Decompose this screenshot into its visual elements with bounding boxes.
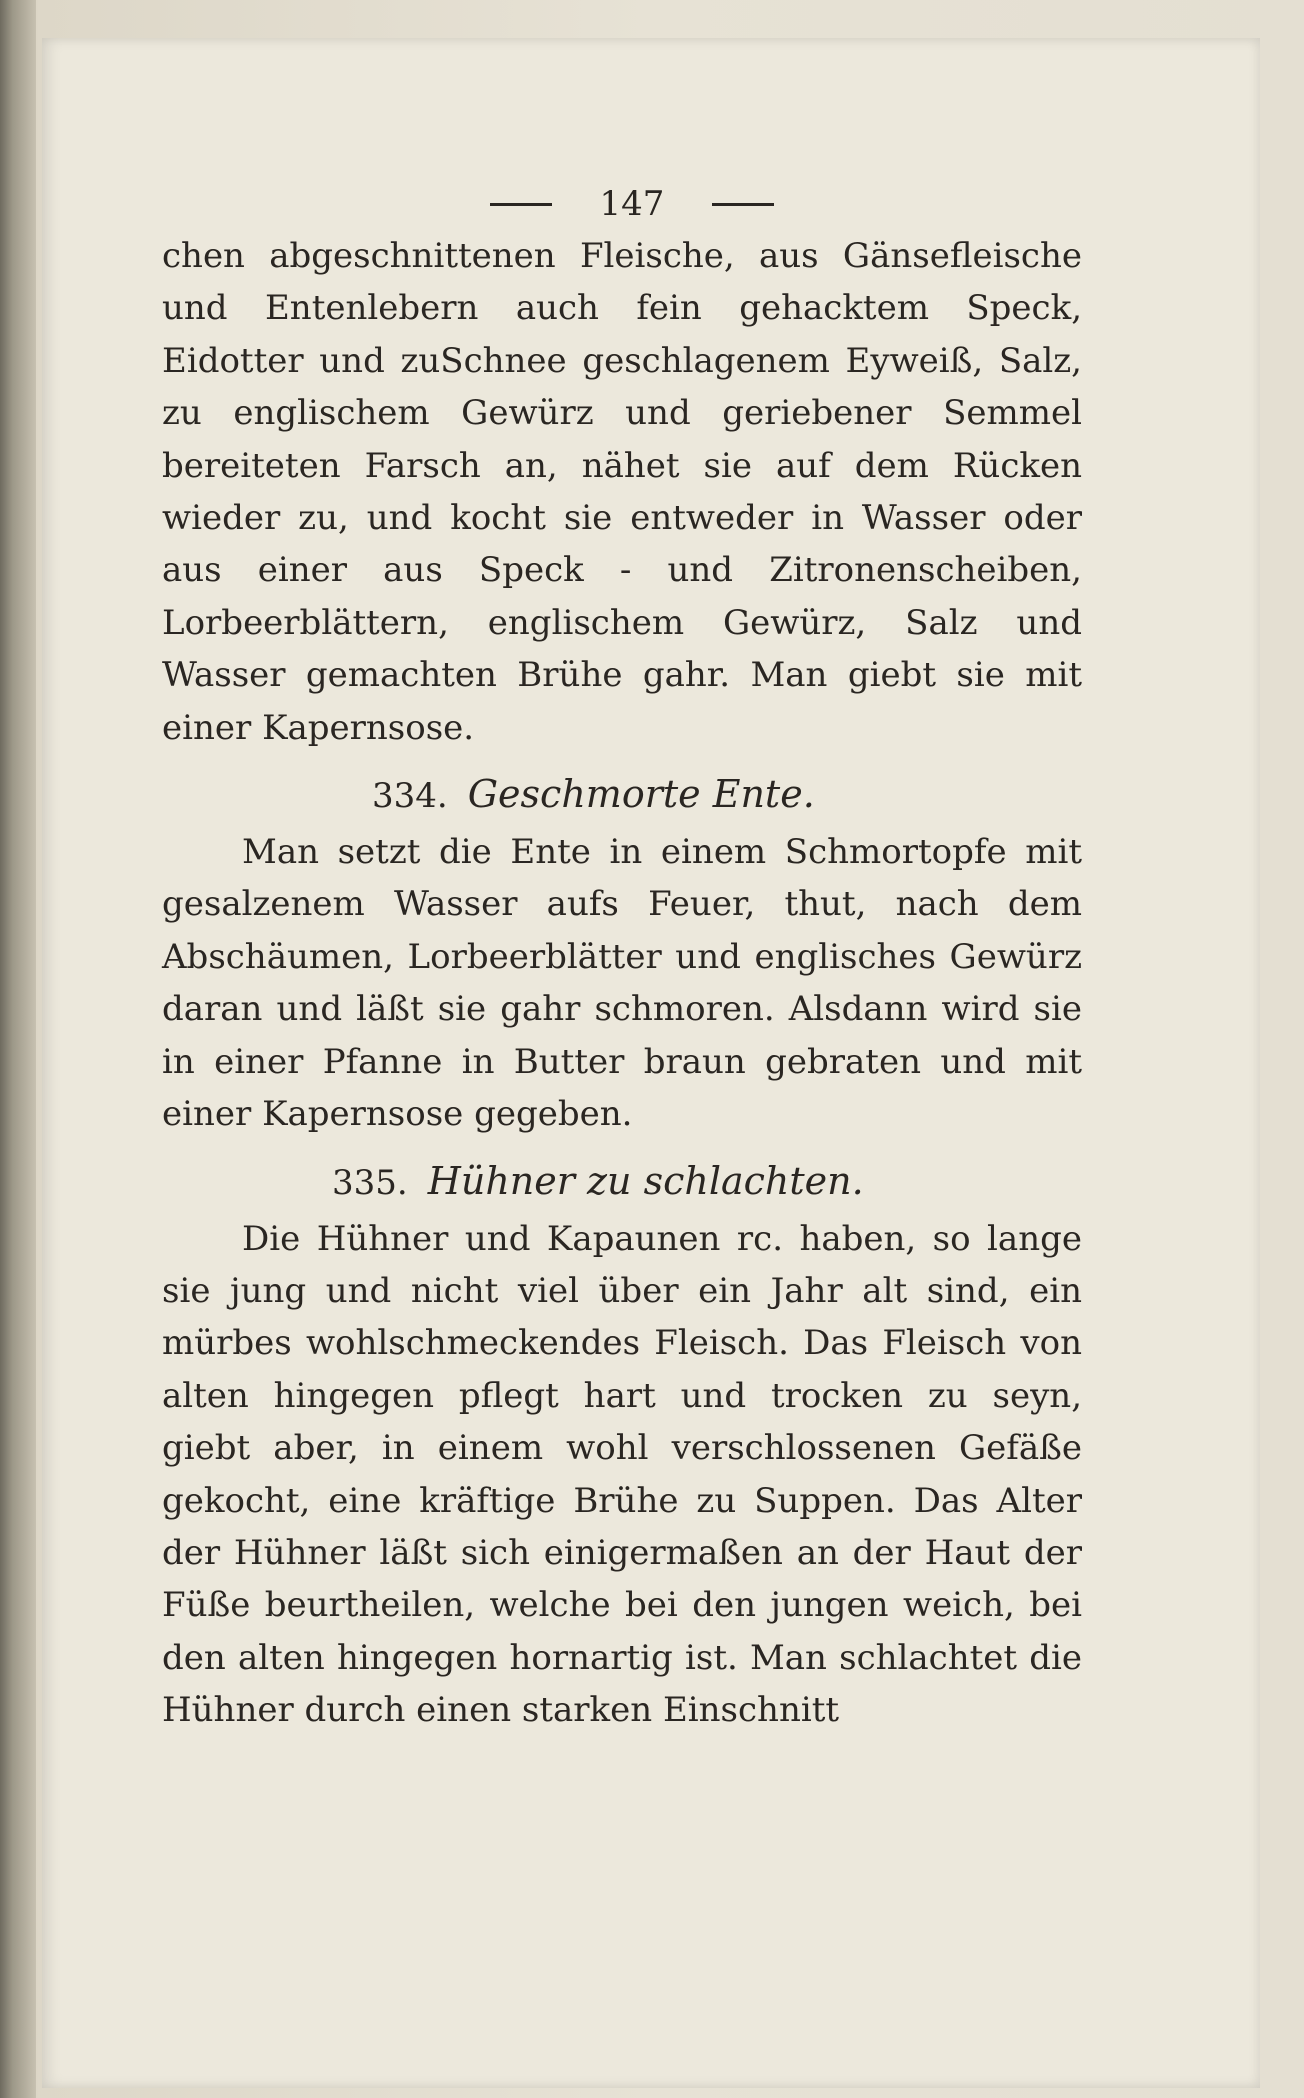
recipe-number: 335. (332, 1162, 408, 1203)
recipe-heading-335 (162, 1155, 1082, 1207)
recipe-paragraph-334: Man setzt die Ente in einem Schmortopfe mit gesalzenem Wasser aufs Feuer, thut, nach dem Abschäumen, Lorbeerblätter und englisches Gewürz daran und läßt sie gahr schmoren. Alsdann wird sie in einer Pfanne in Butter braun gebraten und mit einer Kapernsose gegeben. (162, 832, 1082, 1135)
book-page (42, 38, 1260, 2088)
recipe-title: Geschmorte Ente. (467, 772, 815, 817)
recipe-number: 334. (372, 776, 448, 817)
page-number: 147 (599, 183, 665, 224)
adjacent-page-edge (0, 0, 36, 2098)
recipe-title: Hühner zu schlachten. (427, 1158, 864, 1203)
page-header (182, 178, 1082, 230)
continuation-paragraph: chen abgeschnittenen Fleische, aus Gänsefleische und Entenlebern auch fein gehacktem Speck, Eidotter und zuSchnee geschlagenem Eyweiß, Salz, zu englischem Gewürz und geriebener Semmel bereiteten Farsch an, nähet sie auf dem Rücken wieder zu, und kocht sie entweder in Wasser oder aus einer aus Speck - und Zitronenscheiben, Lorbeerblättern, englischem Gewürz, Salz und Wasser gemachten Brühe gahr. Man giebt sie mit einer Kapernsose. (162, 236, 1082, 748)
recipe-heading-334 (162, 768, 1082, 820)
header-rule-right (712, 203, 774, 206)
page-text (162, 178, 1082, 1737)
recipe-paragraph-335: Die Hühner und Kapaunen rc. haben, so lange sie jung und nicht viel über ein Jahr alt sind, ein mürbes wohlschmeckendes Fleisch. Das Fleisch von alten hingegen pflegt hart und trocken zu seyn, giebt aber, in einem wohl verschlossenen Gefäße gekocht, eine kräftige Brühe zu Suppen. Das Alter der Hühner läßt sich einigermaßen an der Haut der Füße beurtheilen, welche bei den jungen weich, bei den alten hingegen hornartig ist. Man schlachtet die Hühner durch einen starken Einschnitt (162, 1218, 1082, 1731)
header-rule-left (490, 203, 552, 206)
